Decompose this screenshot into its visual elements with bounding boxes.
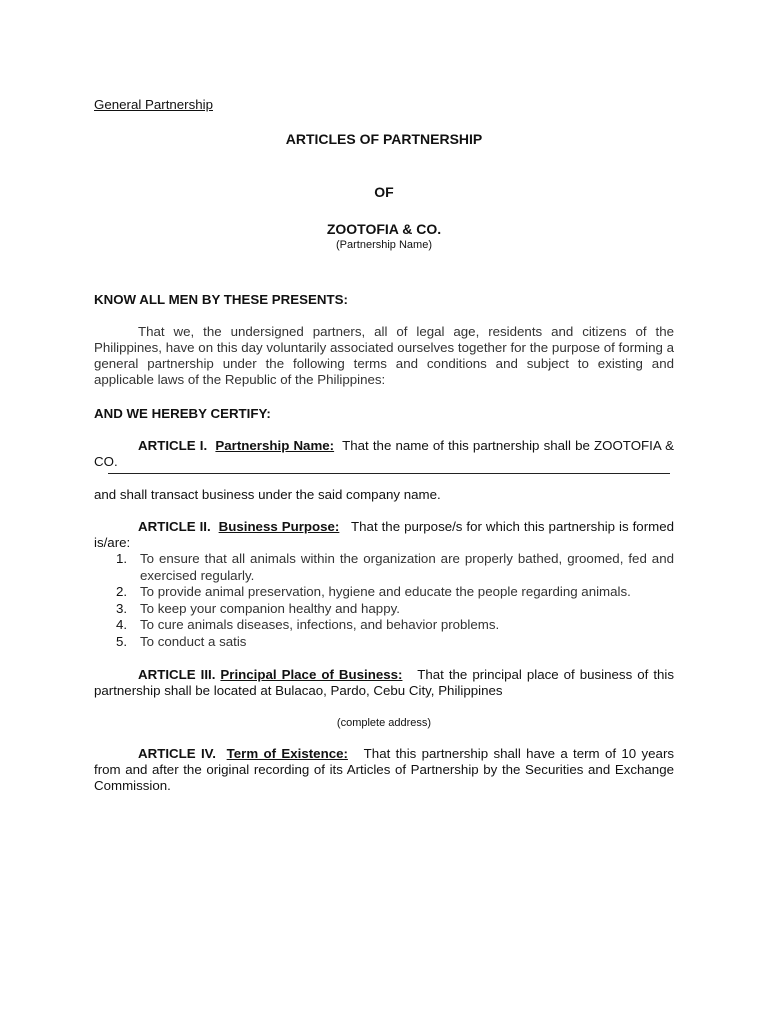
address-caption: (complete address) [336,717,432,729]
article-3-text: That the principal place of business of this partnership shall be located at Bulacao, Pardo, Cebu City, Philippines [94,667,675,698]
list-item-text: To ensure that all animals within the organization are properly bathed, groomed, fed and exercised regularly. [140,551,674,583]
article-4-label: ARTICLE IV. [138,746,216,761]
article-1-title: Partnership Name: [215,438,335,453]
document-title: ARTICLES OF PARTNERSHIP [285,131,483,147]
article-4-title: Term of Existence: [226,746,348,761]
article-4 [94,746,674,794]
business-purpose-list [94,551,674,650]
certify-heading: AND WE HEREBY CERTIFY: [94,406,271,421]
article-3 [94,667,674,699]
preamble-text: That we, the undersigned partners, all of legal age, residents and citizens of the Philippines, have on this day voluntarily associated ourselves together for the purpose of forming a general partnership under the following terms and conditions and subject to existing and applicable laws of the Republic of the Philippines: [94,324,674,387]
signature-line [108,473,670,474]
list-item-number: 5. [116,633,128,649]
article-2-title: Business Purpose: [218,519,340,534]
list-item-text: To cure animals diseases, infections, and behavior problems. [140,617,500,632]
article-2-label: ARTICLE II. [138,519,211,534]
list-item-text: To provide animal preservation, hygiene and educate the people regarding animals. [140,584,631,599]
list-item-number: 4. [116,617,128,632]
partnership-name-caption: (Partnership Name) [336,239,432,251]
preamble-paragraph [94,324,674,388]
preamble-heading: KNOW ALL MEN BY THESE PRESENTS: [94,292,348,307]
partnership-name: ZOOTOFIA & CO. [326,221,442,237]
list-item-number: 3. [116,600,128,616]
article-3-title: Principal Place of Business: [220,667,403,682]
article-1-label: ARTICLE I. [138,438,208,453]
list-item [94,551,674,584]
article-1-text: That the name of this partnership shall be ZOOTOFIA & CO. [94,438,674,469]
list-item [94,634,674,651]
list-item-text: To conduct a satis [140,633,247,649]
list-item [94,584,674,601]
article-3-label: ARTICLE III. [138,667,216,682]
list-item-number: 1. [116,551,128,566]
list-item-text: To keep your companion healthy and happy. [140,600,400,616]
document-type: General Partnership [94,97,213,112]
article-1-after-line: and shall transact business under the said company name. [94,487,441,502]
article-2-text: That the purpose/s for which this partnership is formed is/are: [94,519,674,550]
article-4-text: That this partnership shall have a term of 10 years from and after the original recording of its Articles of Partnership by the Securities and Exchange Commission. [94,746,675,793]
document-title-of: OF [374,184,394,200]
list-item [94,617,674,634]
article-2 [94,519,674,551]
list-item-number: 2. [116,584,128,599]
list-item [94,601,674,618]
article-1 [94,438,674,470]
